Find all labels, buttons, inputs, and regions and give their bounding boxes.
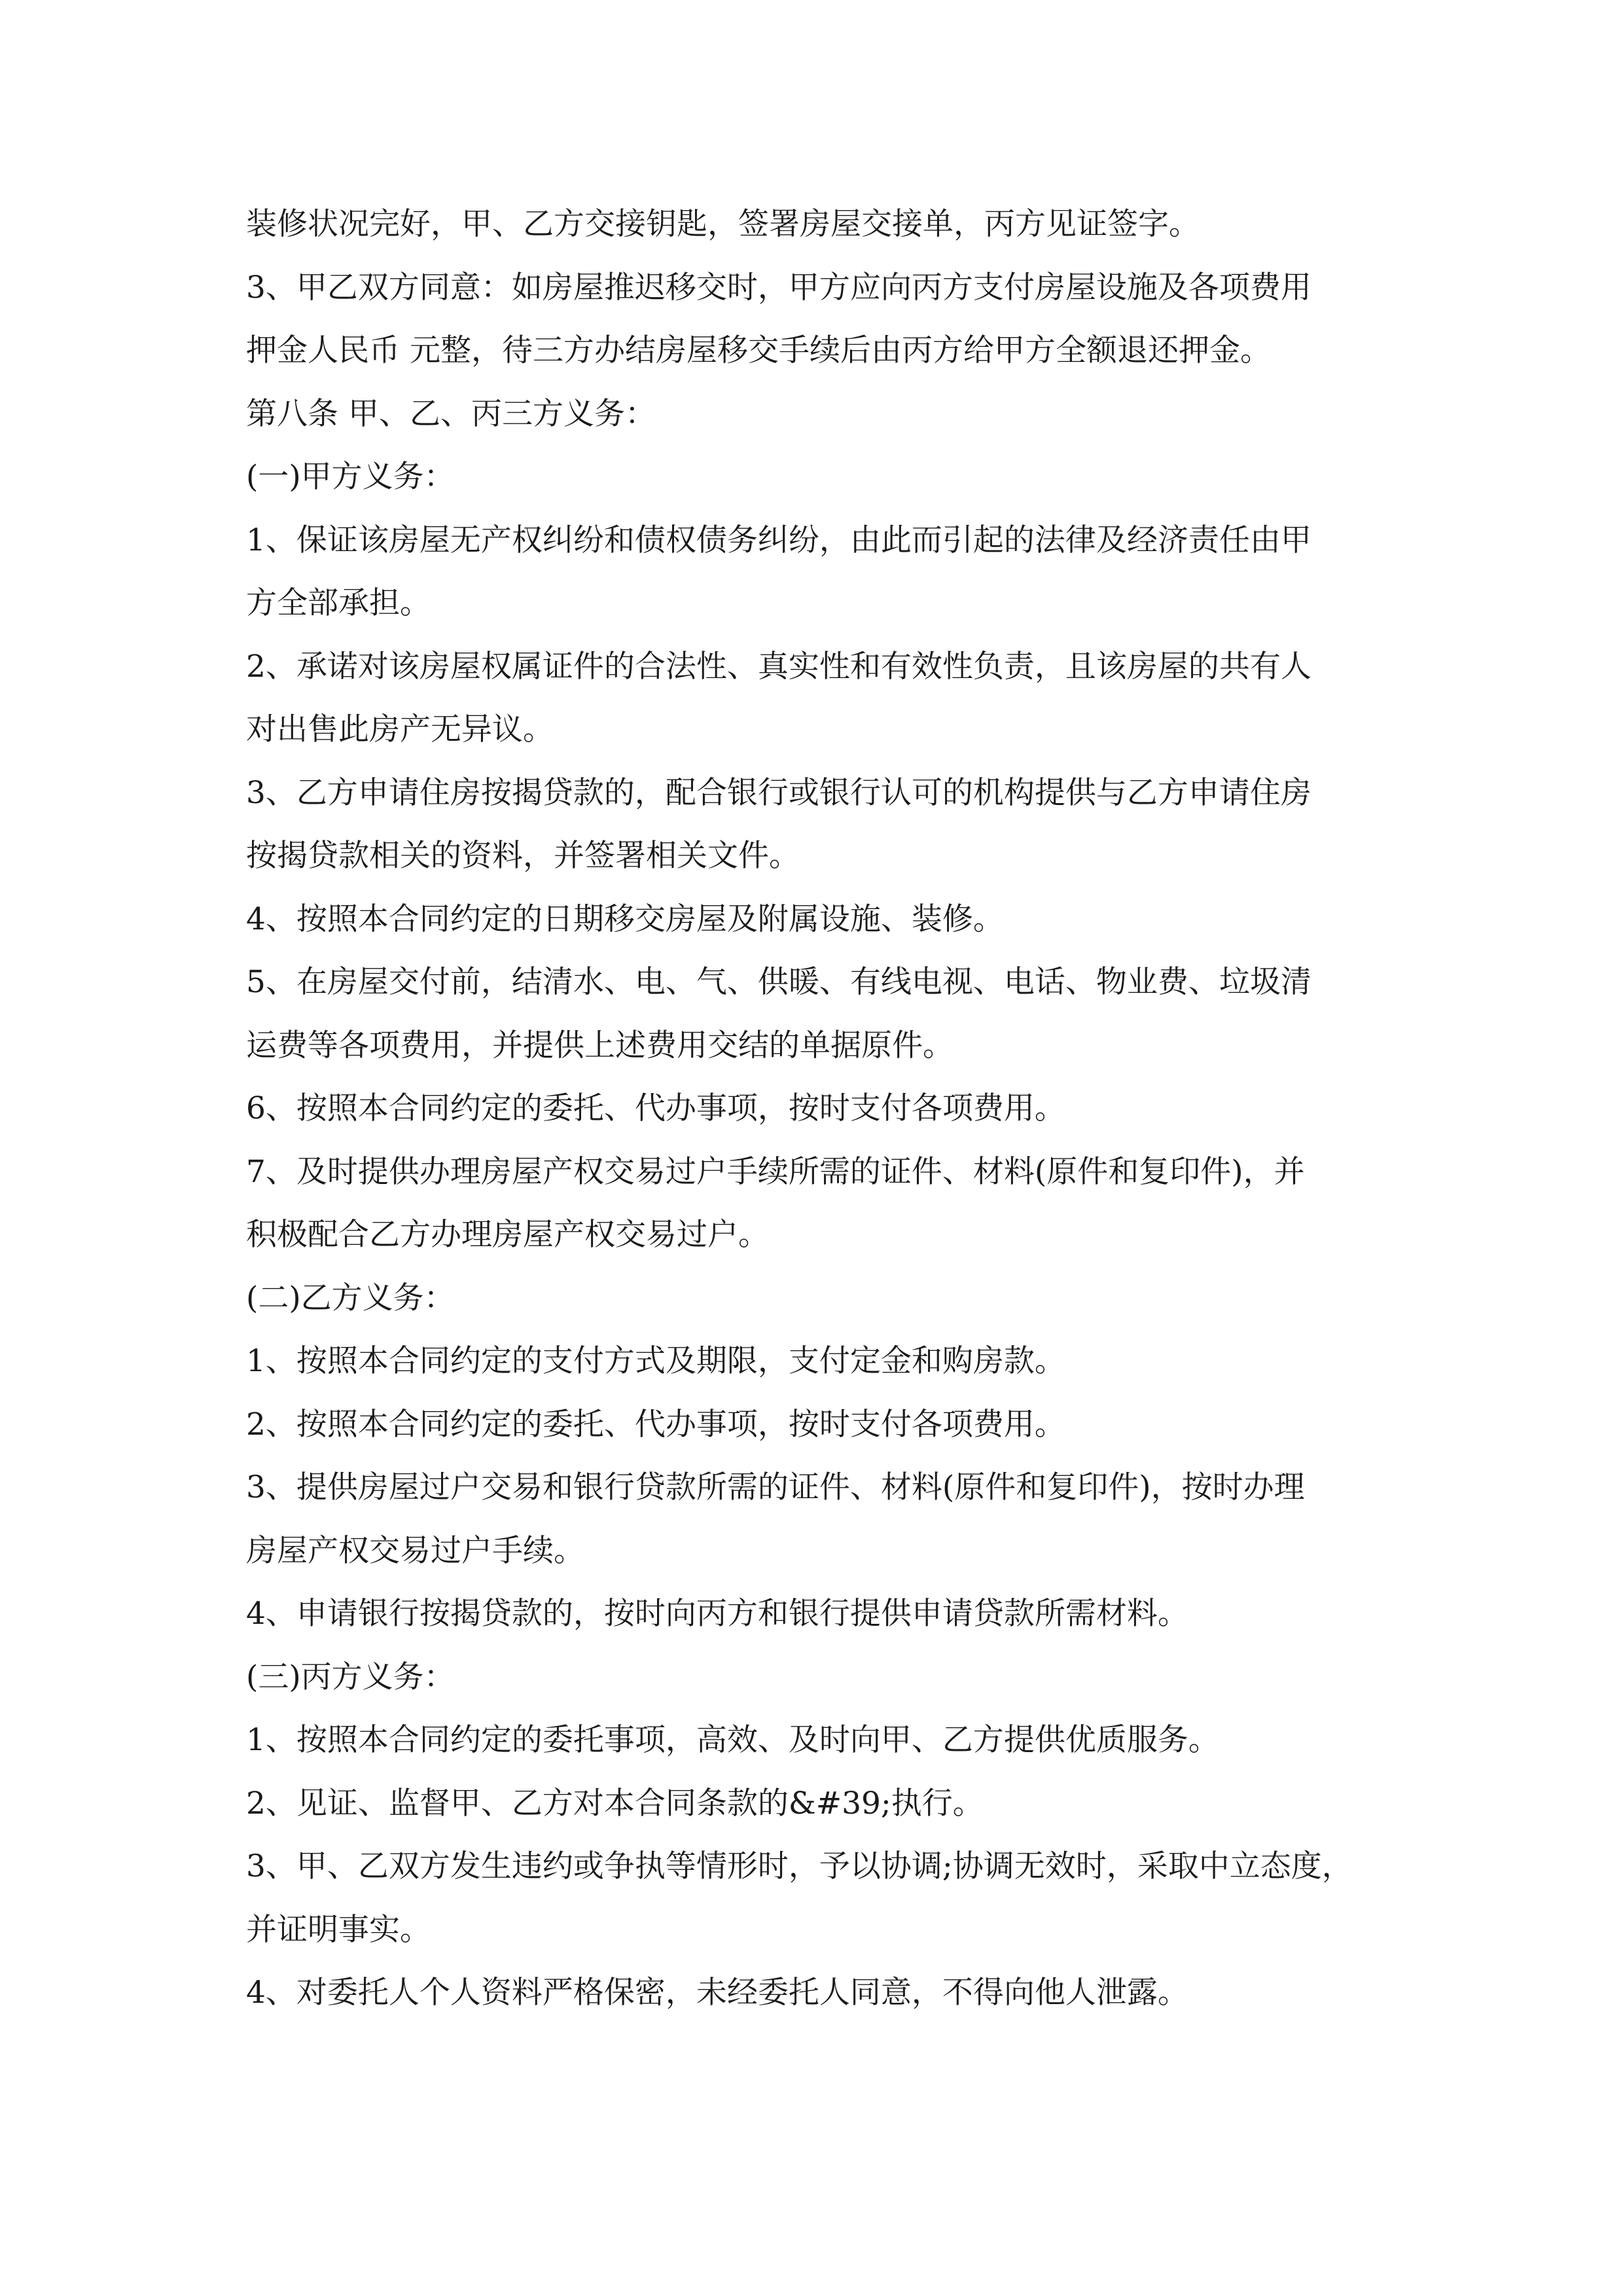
- section-heading: (一)甲方义务：: [246, 459, 455, 495]
- text-line: 押金人民币 元整，待三方办结房屋移交手续后由丙方给甲方全额退还押金。: [246, 332, 1271, 368]
- text-line: 1、保证该房屋无产权纠纷和债权债务纠纷，由此而引起的法律及经济责任由甲: [246, 522, 1311, 558]
- text-line: 3、提供房屋过户交易和银行贷款所需的证件、材料(原件和复印件)，按时办理: [246, 1469, 1305, 1505]
- text-line: 2、承诺对该房屋权属证件的合法性、真实性和有效性负责，且该房屋的共有人: [246, 648, 1311, 685]
- text-line: 积极配合乙方办理房屋产权交易过户。: [246, 1217, 769, 1253]
- article-heading: 第八条 甲、乙、丙三方义务：: [246, 395, 656, 432]
- text-line: 4、对委托人个人资料严格保密，未经委托人同意，不得向他人泄露。: [246, 1975, 1188, 2011]
- text-line: 并证明事实。: [246, 1911, 431, 1948]
- text-line: 3、乙方申请住房按揭贷款的，配合银行或银行认可的机构提供与乙方申请住房: [246, 774, 1311, 811]
- section-heading: (三)丙方义务：: [246, 1659, 455, 1695]
- text-line: 房屋产权交易过户手续。: [246, 1532, 584, 1569]
- contract-text-body: [246, 193, 1388, 2025]
- text-line: 6、按照本合同约定的委托、代办事项，按时支付各项费用。: [246, 1090, 1065, 1126]
- text-line: 4、按照本合同约定的日期移交房屋及附属设施、装修。: [246, 901, 1004, 937]
- text-line: 7、及时提供办理房屋产权交易过户手续所需的证件、材料(原件和复印件)，并: [246, 1153, 1305, 1190]
- section-heading: (二)乙方义务：: [246, 1280, 455, 1316]
- text-line: 1、按照本合同约定的支付方式及期限，支付定金和购房款。: [246, 1343, 1065, 1379]
- text-line: 对出售此房产无异议。: [246, 711, 554, 747]
- text-line: 按揭贷款相关的资料，并签署相关文件。: [246, 838, 800, 874]
- text-line: 装修状况完好，甲、乙方交接钥匙，签署房屋交接单，丙方见证签字。: [246, 206, 1200, 242]
- text-line: 2、见证、监督甲、乙方对本合同条款的&#39;执行。: [246, 1785, 984, 1821]
- text-line: 3、甲、乙双方发生违约或争执等情形时，予以协调;协调无效时，采取中立态度，: [246, 1848, 1353, 1884]
- text-line: 4、申请银行按揭贷款的，按时向丙方和银行提供申请贷款所需材料。: [246, 1596, 1188, 1632]
- text-line: 方全部承担。: [246, 585, 431, 621]
- text-line: 2、按照本合同约定的委托、代办事项，按时支付各项费用。: [246, 1406, 1065, 1443]
- text-line: 3、甲乙双方同意：如房屋推迟移交时，甲方应向丙方支付房屋设施及各项费用: [246, 269, 1311, 306]
- text-line: 1、按照本合同约定的委托事项，高效、及时向甲、乙方提供优质服务。: [246, 1722, 1219, 1758]
- text-line: 5、在房屋交付前，结清水、电、气、供暖、有线电视、电话、物业费、垃圾清: [246, 964, 1311, 1000]
- text-line: 运费等各项费用，并提供上述费用交结的单据原件。: [246, 1027, 954, 1064]
